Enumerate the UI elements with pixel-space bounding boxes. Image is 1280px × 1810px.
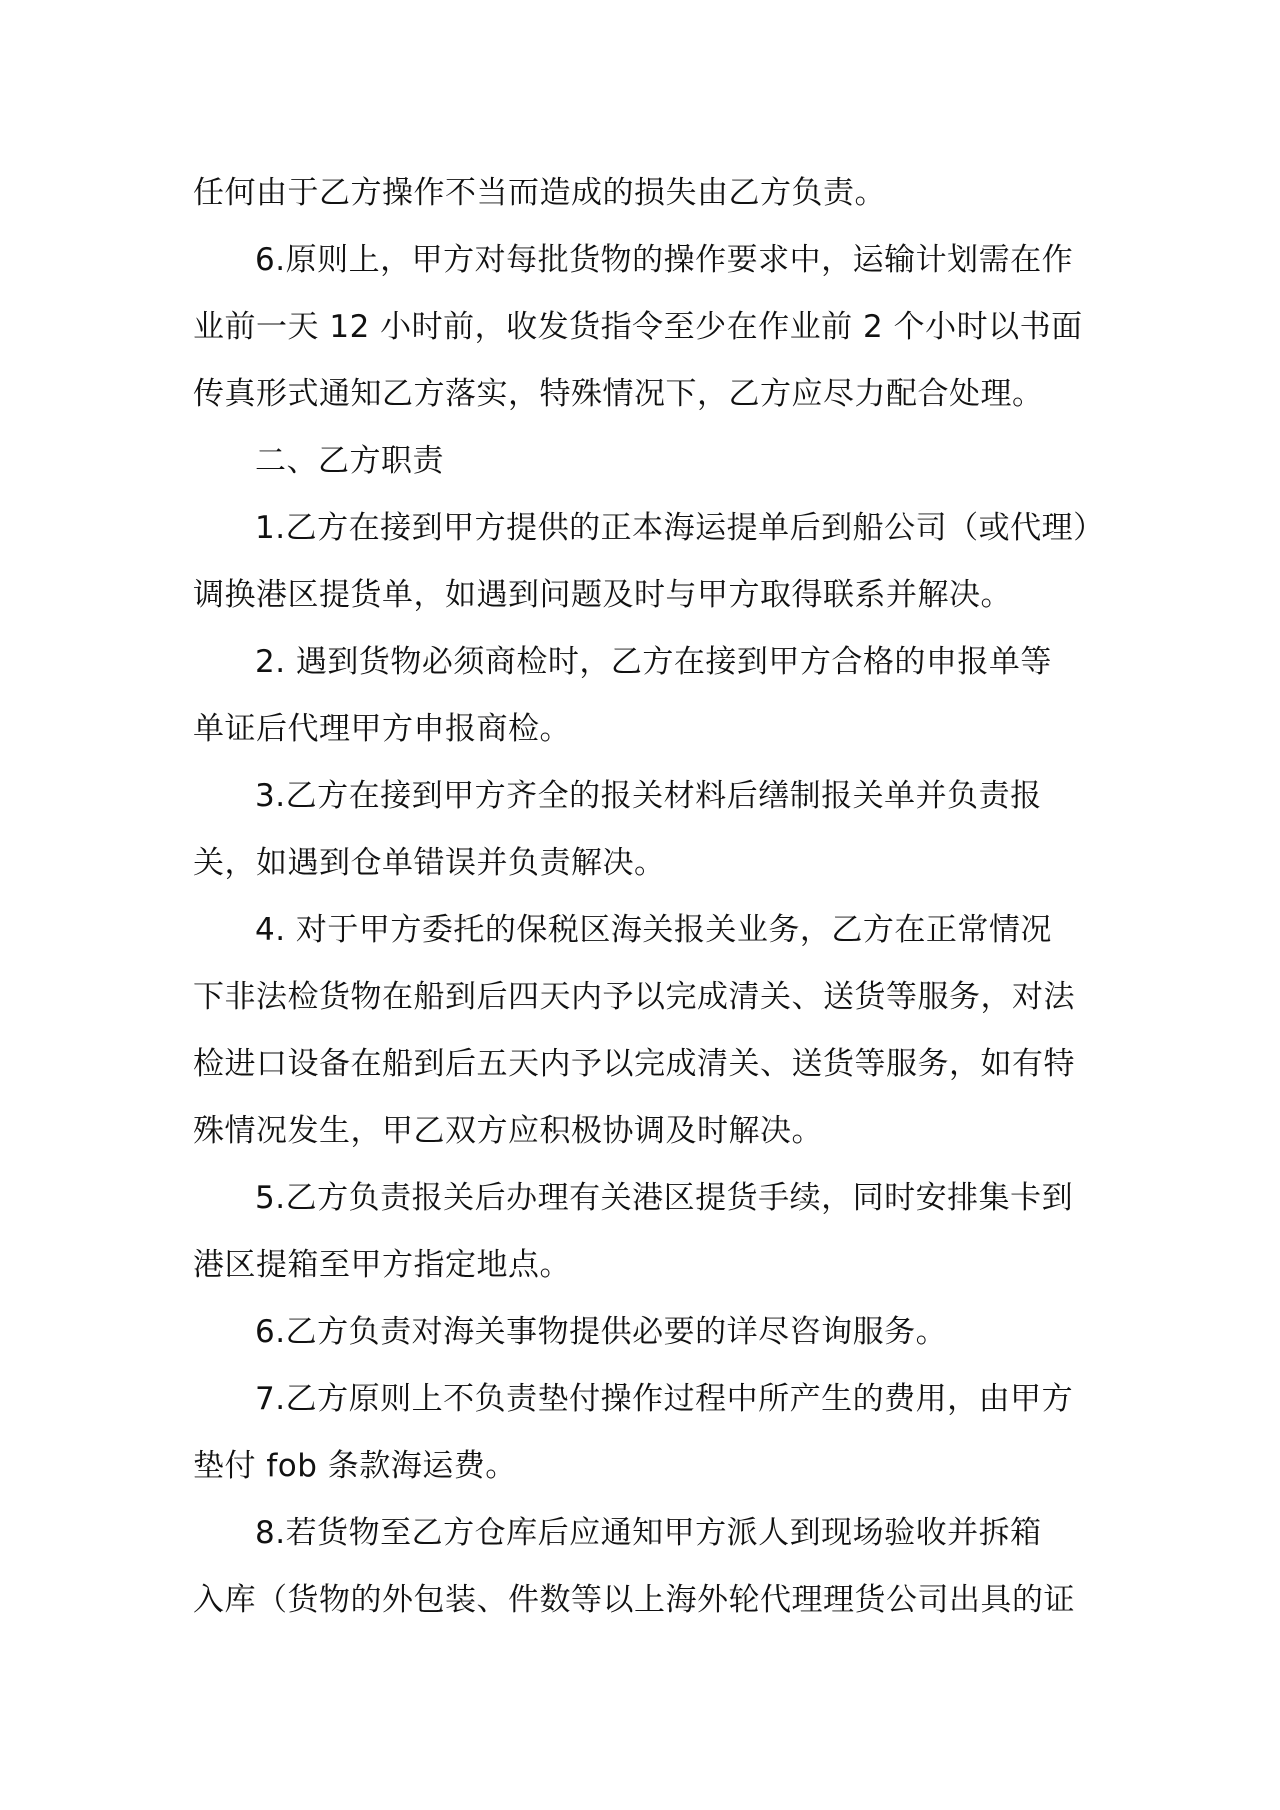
paragraph-6-line-1: 6.原则上，甲方对每批货物的操作要求中，运输计划需在作	[255, 242, 1074, 278]
text-line: 单证后代理甲方申报商检。	[193, 711, 571, 747]
text-line: 业前一天 12 小时前，收发货指令至少在作业前 2 个小时以书面	[193, 309, 1083, 345]
text-line: 关，如遇到仓单错误并负责解决。	[193, 845, 666, 881]
text-line: 任何由于乙方操作不当而造成的损失由乙方负责。	[193, 175, 886, 211]
item-3-line-1: 3.乙方在接到甲方齐全的报关材料后缮制报关单并负责报	[255, 778, 1042, 814]
item-5-line-1: 5.乙方负责报关后办理有关港区提货手续，同时安排集卡到	[255, 1180, 1074, 1216]
text-line: 垫付 fob 条款海运费。	[193, 1448, 517, 1484]
item-4-line-1: 4. 对于甲方委托的保税区海关报关业务，乙方在正常情况	[255, 912, 1052, 948]
item-8-line-1: 8.若货物至乙方仓库后应通知甲方派人到现场验收并拆箱	[255, 1515, 1042, 1551]
text-line: 下非法检货物在船到后四天内予以完成清关、送货等服务，对法	[193, 979, 1075, 1015]
item-1-line-1: 1.乙方在接到甲方提供的正本海运提单后到船公司（或代理）	[255, 510, 1105, 546]
section-heading: 二、乙方职责	[255, 443, 444, 479]
item-6-line-1: 6.乙方负责对海关事物提供必要的详尽咨询服务。	[255, 1314, 948, 1350]
document-body	[193, 160, 1105, 1634]
item-2-line-1: 2. 遇到货物必须商检时，乙方在接到甲方合格的申报单等	[255, 644, 1052, 680]
text-line: 调换港区提货单，如遇到问题及时与甲方取得联系并解决。	[193, 577, 1012, 613]
text-line: 传真形式通知乙方落实，特殊情况下，乙方应尽力配合处理。	[193, 376, 1044, 412]
text-line: 入库（货物的外包装、件数等以上海外轮代理理货公司出具的证	[193, 1582, 1075, 1618]
item-7-line-1: 7.乙方原则上不负责垫付操作过程中所产生的费用，由甲方	[255, 1381, 1074, 1417]
text-line: 殊情况发生，甲乙双方应积极协调及时解决。	[193, 1113, 823, 1149]
text-line: 港区提箱至甲方指定地点。	[193, 1247, 571, 1283]
text-line: 检进口设备在船到后五天内予以完成清关、送货等服务，如有特	[193, 1046, 1075, 1082]
